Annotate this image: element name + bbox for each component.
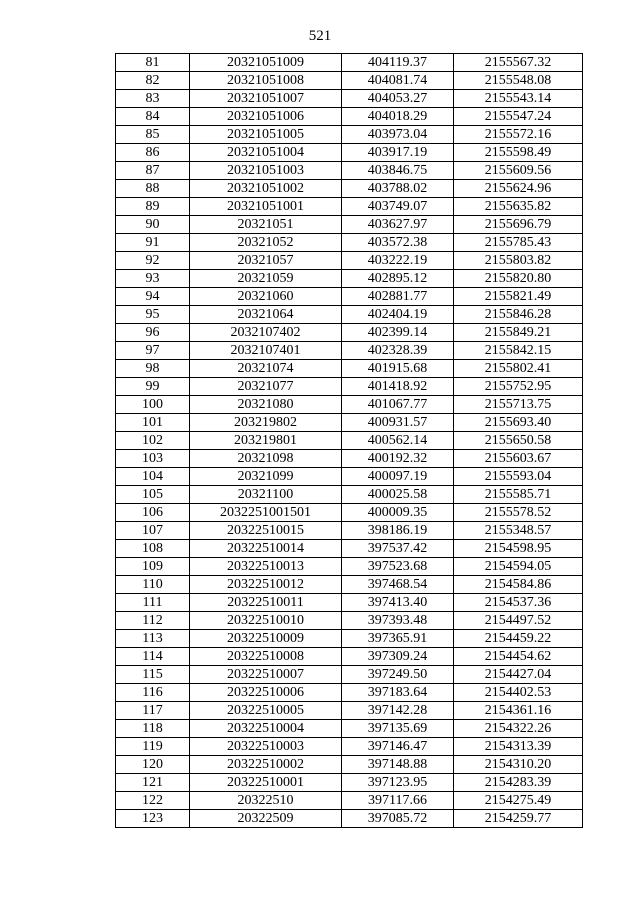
point-id-cell: 20321099 xyxy=(190,468,342,486)
point-id-cell: 2032107402 xyxy=(190,324,342,342)
table-row xyxy=(116,288,583,306)
coordinate-y-cell: 2154598.95 xyxy=(454,540,583,558)
coordinate-x-cell: 403788.02 xyxy=(342,180,454,198)
coordinate-x-cell: 397085.72 xyxy=(342,810,454,828)
point-number-cell: 106 xyxy=(116,504,190,522)
table-row xyxy=(116,594,583,612)
table-row xyxy=(116,216,583,234)
point-number-cell: 87 xyxy=(116,162,190,180)
point-id-cell: 20321080 xyxy=(190,396,342,414)
table-row xyxy=(116,162,583,180)
point-number-cell: 115 xyxy=(116,666,190,684)
point-id-cell: 20322510 xyxy=(190,792,342,810)
coordinate-x-cell: 397523.68 xyxy=(342,558,454,576)
coordinate-x-cell: 397537.42 xyxy=(342,540,454,558)
coordinate-y-cell: 2155348.57 xyxy=(454,522,583,540)
coordinate-y-cell: 2154283.39 xyxy=(454,774,583,792)
table-row xyxy=(116,360,583,378)
coordinate-y-cell: 2154275.49 xyxy=(454,792,583,810)
point-id-cell: 20321064 xyxy=(190,306,342,324)
point-id-cell: 20322510002 xyxy=(190,756,342,774)
point-id-cell: 20322510007 xyxy=(190,666,342,684)
coordinate-x-cell: 402895.12 xyxy=(342,270,454,288)
point-number-cell: 85 xyxy=(116,126,190,144)
point-number-cell: 116 xyxy=(116,684,190,702)
coordinate-x-cell: 400931.57 xyxy=(342,414,454,432)
coordinate-y-cell: 2155820.80 xyxy=(454,270,583,288)
table-row xyxy=(116,504,583,522)
table-row xyxy=(116,126,583,144)
point-id-cell: 20322510011 xyxy=(190,594,342,612)
table-row xyxy=(116,414,583,432)
point-id-cell: 20321051004 xyxy=(190,144,342,162)
table-row xyxy=(116,738,583,756)
point-number-cell: 122 xyxy=(116,792,190,810)
point-id-cell: 20321098 xyxy=(190,450,342,468)
point-id-cell: 20322510004 xyxy=(190,720,342,738)
point-number-cell: 118 xyxy=(116,720,190,738)
coordinate-y-cell: 2154313.39 xyxy=(454,738,583,756)
coordinate-x-cell: 397123.95 xyxy=(342,774,454,792)
coordinate-x-cell: 403973.04 xyxy=(342,126,454,144)
point-id-cell: 20321051008 xyxy=(190,72,342,90)
coordinate-y-cell: 2155548.08 xyxy=(454,72,583,90)
coordinate-y-cell: 2154361.16 xyxy=(454,702,583,720)
coordinate-y-cell: 2155842.15 xyxy=(454,342,583,360)
point-id-cell: 20321051 xyxy=(190,216,342,234)
coordinate-x-cell: 397365.91 xyxy=(342,630,454,648)
point-id-cell: 2032251001501 xyxy=(190,504,342,522)
point-number-cell: 103 xyxy=(116,450,190,468)
coordinate-y-cell: 2155713.75 xyxy=(454,396,583,414)
coordinate-x-cell: 403572.38 xyxy=(342,234,454,252)
table-row xyxy=(116,576,583,594)
coordinate-x-cell: 400562.14 xyxy=(342,432,454,450)
point-number-cell: 90 xyxy=(116,216,190,234)
point-number-cell: 105 xyxy=(116,486,190,504)
page-number: 521 xyxy=(308,28,332,44)
table-row xyxy=(116,90,583,108)
table-row xyxy=(116,702,583,720)
coordinate-y-cell: 2155846.28 xyxy=(454,306,583,324)
coordinate-x-cell: 397146.47 xyxy=(342,738,454,756)
point-number-cell: 89 xyxy=(116,198,190,216)
coordinate-x-cell: 403627.97 xyxy=(342,216,454,234)
coordinate-x-cell: 402328.39 xyxy=(342,342,454,360)
point-id-cell: 20321074 xyxy=(190,360,342,378)
coordinate-y-cell: 2154427.04 xyxy=(454,666,583,684)
point-number-cell: 81 xyxy=(116,54,190,72)
point-id-cell: 20322510001 xyxy=(190,774,342,792)
point-id-cell: 20322510005 xyxy=(190,702,342,720)
coordinate-y-cell: 2155752.95 xyxy=(454,378,583,396)
coordinate-y-cell: 2154497.52 xyxy=(454,612,583,630)
point-id-cell: 20322510009 xyxy=(190,630,342,648)
coordinate-y-cell: 2154402.53 xyxy=(454,684,583,702)
coordinate-y-cell: 2155635.82 xyxy=(454,198,583,216)
table-row xyxy=(116,756,583,774)
coordinate-x-cell: 398186.19 xyxy=(342,522,454,540)
table-row xyxy=(116,252,583,270)
coordinate-x-cell: 402404.19 xyxy=(342,306,454,324)
point-number-cell: 109 xyxy=(116,558,190,576)
point-number-cell: 121 xyxy=(116,774,190,792)
table-row xyxy=(116,234,583,252)
coordinate-y-cell: 2154310.20 xyxy=(454,756,583,774)
point-id-cell: 20322510014 xyxy=(190,540,342,558)
coordinate-x-cell: 404053.27 xyxy=(342,90,454,108)
table-row xyxy=(116,558,583,576)
table-row xyxy=(116,450,583,468)
coordinate-x-cell: 400025.58 xyxy=(342,486,454,504)
coordinate-y-cell: 2154259.77 xyxy=(454,810,583,828)
point-number-cell: 104 xyxy=(116,468,190,486)
point-id-cell: 20321059 xyxy=(190,270,342,288)
point-number-cell: 97 xyxy=(116,342,190,360)
table-row xyxy=(116,72,583,90)
point-id-cell: 20322510010 xyxy=(190,612,342,630)
point-id-cell: 20322510013 xyxy=(190,558,342,576)
point-number-cell: 113 xyxy=(116,630,190,648)
point-id-cell: 20321077 xyxy=(190,378,342,396)
table-row xyxy=(116,270,583,288)
coordinate-x-cell: 403917.19 xyxy=(342,144,454,162)
point-id-cell: 20321057 xyxy=(190,252,342,270)
point-id-cell: 20321051003 xyxy=(190,162,342,180)
coordinate-x-cell: 401067.77 xyxy=(342,396,454,414)
coordinate-y-cell: 2155849.21 xyxy=(454,324,583,342)
coordinate-y-cell: 2155609.56 xyxy=(454,162,583,180)
coordinate-x-cell: 397183.64 xyxy=(342,684,454,702)
table-row xyxy=(116,666,583,684)
coordinate-x-cell: 402881.77 xyxy=(342,288,454,306)
point-number-cell: 82 xyxy=(116,72,190,90)
point-id-cell: 203219801 xyxy=(190,432,342,450)
coordinate-y-cell: 2154459.22 xyxy=(454,630,583,648)
point-number-cell: 111 xyxy=(116,594,190,612)
coordinate-x-cell: 400097.19 xyxy=(342,468,454,486)
coordinate-x-cell: 401915.68 xyxy=(342,360,454,378)
point-number-cell: 99 xyxy=(116,378,190,396)
point-number-cell: 91 xyxy=(116,234,190,252)
point-number-cell: 95 xyxy=(116,306,190,324)
point-number-cell: 98 xyxy=(116,360,190,378)
coordinate-x-cell: 404018.29 xyxy=(342,108,454,126)
coordinate-y-cell: 2155803.82 xyxy=(454,252,583,270)
coordinate-x-cell: 397117.66 xyxy=(342,792,454,810)
table-row xyxy=(116,612,583,630)
coordinate-y-cell: 2155567.32 xyxy=(454,54,583,72)
coordinate-y-cell: 2155572.16 xyxy=(454,126,583,144)
table-row xyxy=(116,540,583,558)
point-number-cell: 84 xyxy=(116,108,190,126)
point-id-cell: 20321051002 xyxy=(190,180,342,198)
table-row xyxy=(116,396,583,414)
coordinate-y-cell: 2155693.40 xyxy=(454,414,583,432)
coordinate-y-cell: 2155585.71 xyxy=(454,486,583,504)
coordinate-x-cell: 402399.14 xyxy=(342,324,454,342)
point-id-cell: 20321051006 xyxy=(190,108,342,126)
coordinate-x-cell: 397309.24 xyxy=(342,648,454,666)
point-number-cell: 114 xyxy=(116,648,190,666)
table-row xyxy=(116,648,583,666)
point-number-cell: 112 xyxy=(116,612,190,630)
coordinate-x-cell: 397142.28 xyxy=(342,702,454,720)
point-id-cell: 203219802 xyxy=(190,414,342,432)
point-number-cell: 101 xyxy=(116,414,190,432)
point-number-cell: 117 xyxy=(116,702,190,720)
table-row xyxy=(116,810,583,828)
point-number-cell: 83 xyxy=(116,90,190,108)
point-id-cell: 20322509 xyxy=(190,810,342,828)
table-row xyxy=(116,378,583,396)
coordinate-x-cell: 403846.75 xyxy=(342,162,454,180)
coordinate-x-cell: 401418.92 xyxy=(342,378,454,396)
table-row xyxy=(116,180,583,198)
coordinate-x-cell: 397249.50 xyxy=(342,666,454,684)
coordinate-x-cell: 397413.40 xyxy=(342,594,454,612)
point-number-cell: 96 xyxy=(116,324,190,342)
coordinate-x-cell: 400009.35 xyxy=(342,504,454,522)
coordinate-y-cell: 2155650.58 xyxy=(454,432,583,450)
coordinate-y-cell: 2155547.24 xyxy=(454,108,583,126)
table-row xyxy=(116,198,583,216)
point-id-cell: 20322510008 xyxy=(190,648,342,666)
coordinate-x-cell: 403749.07 xyxy=(342,198,454,216)
table-row xyxy=(116,306,583,324)
table-row xyxy=(116,144,583,162)
point-id-cell: 20321051005 xyxy=(190,126,342,144)
coordinate-y-cell: 2154594.05 xyxy=(454,558,583,576)
coordinate-y-cell: 2155543.14 xyxy=(454,90,583,108)
point-id-cell: 20322510006 xyxy=(190,684,342,702)
point-id-cell: 20321051001 xyxy=(190,198,342,216)
point-number-cell: 94 xyxy=(116,288,190,306)
coordinate-y-cell: 2155696.79 xyxy=(454,216,583,234)
point-number-cell: 119 xyxy=(116,738,190,756)
table-row xyxy=(116,774,583,792)
table-row xyxy=(116,324,583,342)
table-row xyxy=(116,108,583,126)
table-row xyxy=(116,54,583,72)
coordinate-y-cell: 2155785.43 xyxy=(454,234,583,252)
coordinate-x-cell: 400192.32 xyxy=(342,450,454,468)
point-number-cell: 108 xyxy=(116,540,190,558)
coordinate-x-cell: 397393.48 xyxy=(342,612,454,630)
point-id-cell: 20322510003 xyxy=(190,738,342,756)
point-number-cell: 92 xyxy=(116,252,190,270)
table-row xyxy=(116,342,583,360)
table-row xyxy=(116,432,583,450)
coordinate-x-cell: 397468.54 xyxy=(342,576,454,594)
table-row xyxy=(116,792,583,810)
point-id-cell: 20322510012 xyxy=(190,576,342,594)
coordinate-y-cell: 2155578.52 xyxy=(454,504,583,522)
table-row xyxy=(116,684,583,702)
point-number-cell: 102 xyxy=(116,432,190,450)
coordinate-x-cell: 403222.19 xyxy=(342,252,454,270)
point-id-cell: 20321052 xyxy=(190,234,342,252)
point-number-cell: 86 xyxy=(116,144,190,162)
coordinate-y-cell: 2155821.49 xyxy=(454,288,583,306)
point-number-cell: 120 xyxy=(116,756,190,774)
point-number-cell: 107 xyxy=(116,522,190,540)
table-row xyxy=(116,522,583,540)
coordinate-x-cell: 404119.37 xyxy=(342,54,454,72)
coordinates-table-body xyxy=(116,54,583,828)
coordinate-x-cell: 397135.69 xyxy=(342,720,454,738)
coordinate-y-cell: 2154537.36 xyxy=(454,594,583,612)
point-number-cell: 100 xyxy=(116,396,190,414)
table-row xyxy=(116,720,583,738)
coordinate-y-cell: 2154584.86 xyxy=(454,576,583,594)
coordinate-y-cell: 2154454.62 xyxy=(454,648,583,666)
point-number-cell: 123 xyxy=(116,810,190,828)
point-number-cell: 110 xyxy=(116,576,190,594)
point-id-cell: 2032107401 xyxy=(190,342,342,360)
coordinate-y-cell: 2155802.41 xyxy=(454,360,583,378)
point-id-cell: 20322510015 xyxy=(190,522,342,540)
coordinate-x-cell: 397148.88 xyxy=(342,756,454,774)
coordinates-table xyxy=(115,53,583,828)
point-id-cell: 20321051007 xyxy=(190,90,342,108)
point-number-cell: 88 xyxy=(116,180,190,198)
coordinate-y-cell: 2154322.26 xyxy=(454,720,583,738)
coordinate-y-cell: 2155598.49 xyxy=(454,144,583,162)
coordinate-y-cell: 2155624.96 xyxy=(454,180,583,198)
point-id-cell: 20321100 xyxy=(190,486,342,504)
coordinate-x-cell: 404081.74 xyxy=(342,72,454,90)
point-id-cell: 20321060 xyxy=(190,288,342,306)
point-number-cell: 93 xyxy=(116,270,190,288)
table-row xyxy=(116,486,583,504)
table-row xyxy=(116,468,583,486)
coordinate-y-cell: 2155603.67 xyxy=(454,450,583,468)
table-row xyxy=(116,630,583,648)
point-id-cell: 20321051009 xyxy=(190,54,342,72)
coordinate-y-cell: 2155593.04 xyxy=(454,468,583,486)
